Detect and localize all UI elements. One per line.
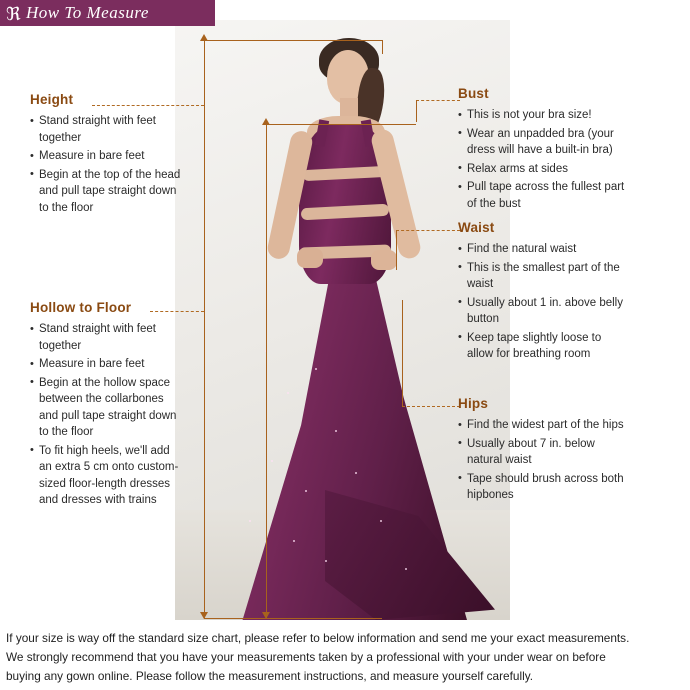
section-hollow-to-floor-title: Hollow to Floor — [30, 300, 132, 315]
height-bottom-tick — [204, 618, 382, 619]
list-item: • Begin at the hollow space between the collarbones and pull tape straight down to the floor — [30, 375, 182, 441]
list-item: • Measure in bare feet — [30, 356, 182, 373]
list-item: • Stand straight with feet together — [30, 321, 182, 354]
list-item: • Measure in bare feet — [30, 148, 182, 165]
list-item: • Usually about 1 in. above belly button — [458, 295, 628, 328]
section-waist-list — [458, 241, 628, 363]
section-hips-title: Hips — [458, 396, 489, 411]
list-item: • Find the widest part of the hips — [458, 417, 628, 434]
footer-line: buying any gown online. Please follow the measurement instructions, and measure yourself carefully. — [6, 669, 533, 683]
list-item: • This is the smallest part of the waist — [458, 260, 628, 293]
section-bust-list — [458, 107, 626, 212]
list-item: • This is not your bra size! — [458, 107, 626, 124]
hips-label-leader — [402, 406, 460, 407]
list-item: • Relax arms at sides — [458, 161, 626, 178]
footer-line: If your size is way off the standard size chart, please refer to below information and send me your exact measurements. — [6, 631, 630, 645]
height-guide-line — [204, 40, 205, 618]
section-hollow-to-floor — [30, 300, 182, 511]
list-item: • To fit high heels, we'll add an extra 5 cm onto custom-sized floor-length dresses and dresses with trains — [30, 443, 182, 509]
waist-label-leader — [396, 230, 460, 231]
hollow-top-tick — [266, 124, 416, 125]
section-height-list — [30, 113, 182, 216]
title-banner — [0, 0, 215, 26]
section-bust-title: Bust — [458, 86, 489, 101]
list-item: • Pull tape across the fullest part of the bust — [458, 179, 626, 212]
list-item: • Tape should brush across both hipbones — [458, 471, 628, 504]
waist-tape-line — [396, 230, 397, 270]
footer-line: We strongly recommend that you have your measurements taken by a professional with your under wear on before — [6, 650, 606, 664]
bust-label-leader — [416, 100, 460, 101]
section-height-title: Height — [30, 92, 74, 107]
section-height — [30, 92, 182, 218]
section-bust — [458, 86, 626, 214]
bust-tape-line — [416, 100, 417, 122]
list-item: • Find the natural waist — [458, 241, 628, 258]
hollow-arrow-bottom — [262, 612, 270, 619]
list-item: • Usually about 7 in. below natural waist — [458, 436, 628, 469]
hips-tape-line — [402, 300, 403, 406]
page-title: How To Measure — [26, 3, 149, 22]
section-hips-list — [458, 417, 628, 504]
model-hand-right — [371, 250, 397, 270]
model-hand-left — [297, 248, 323, 268]
section-hips — [458, 396, 628, 506]
list-item: • Keep tape slightly loose to allow for breathing room — [458, 330, 628, 363]
footer-note — [0, 626, 690, 687]
hollow-to-floor-guide-line — [266, 124, 267, 618]
flourish-icon: ℜ — [6, 4, 21, 24]
height-top-riser — [382, 40, 383, 54]
height-top-tick — [204, 40, 382, 41]
section-waist-title: Waist — [458, 220, 495, 235]
list-item: • Begin at the top of the head and pull tape straight down to the floor — [30, 167, 182, 217]
section-hollow-to-floor-list — [30, 321, 182, 509]
section-waist — [458, 220, 628, 365]
list-item: • Stand straight with feet together — [30, 113, 182, 146]
list-item: • Wear an unpadded bra (your dress will have a built-in bra) — [458, 126, 626, 159]
